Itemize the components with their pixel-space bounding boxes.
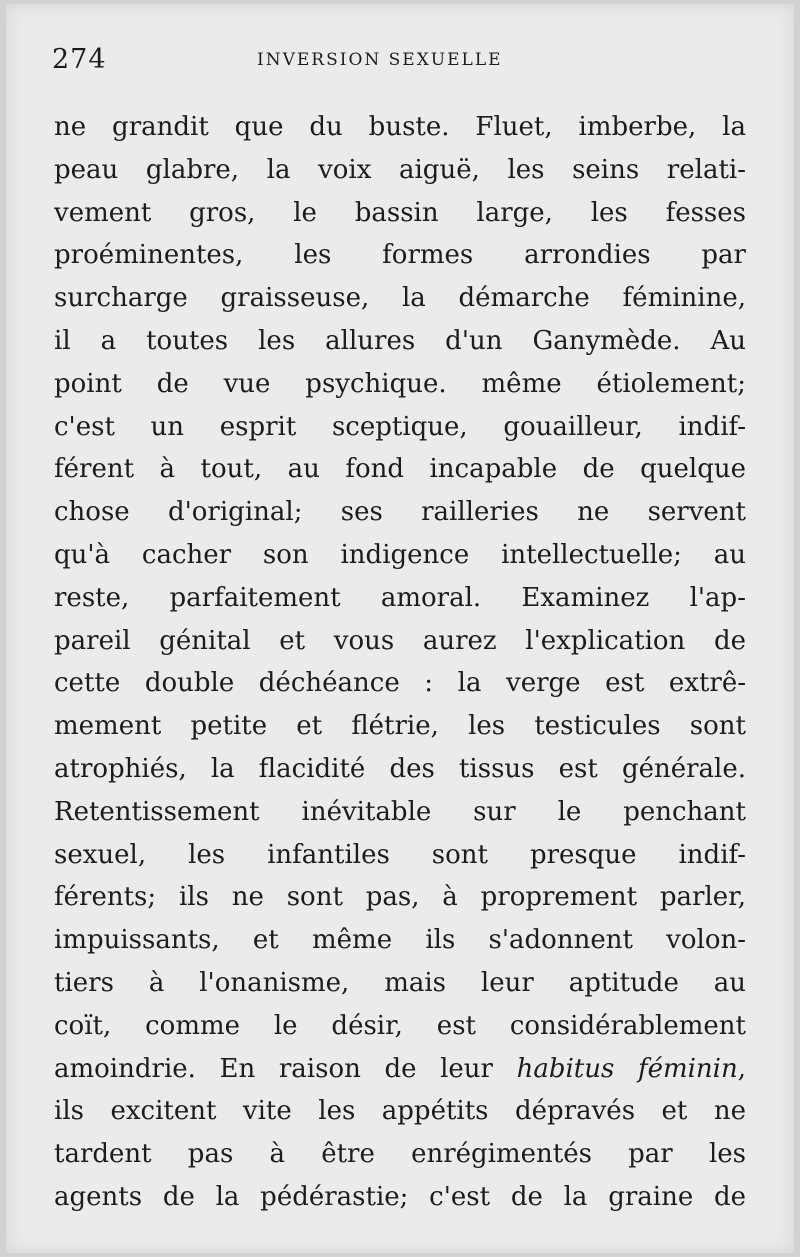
text-line: qu'à cacher son indigence intellectuelle; au — [54, 539, 746, 570]
text-line: ne grandit que du buste. Fluet, imberbe, la — [54, 112, 746, 142]
italic-term: habitus féminin — [516, 1053, 738, 1084]
text-line: agents de la pédérastie; c'est de la graine de — [54, 1181, 746, 1212]
text-fragment: , — [737, 1053, 746, 1084]
text-line: férents; ils ne sont pas, à proprement parler, — [54, 882, 746, 913]
text-line: tardent pas à être enrégimentés par les — [54, 1139, 746, 1170]
text-line: sexuel, les infantiles sont presque indif- — [54, 839, 746, 870]
text-line: surcharge graisseuse, la démarche féminine, — [54, 283, 746, 314]
text-line: c'est un esprit sceptique, gouailleur, indif- — [54, 411, 746, 442]
book-page — [6, 4, 794, 1253]
text-line: tiers à l'onanisme, mais leur aptitude au — [54, 967, 746, 998]
text-line: point de vue psychique. même étiolement; — [54, 368, 746, 399]
text-line: pareil génital et vous aurez l'explication de — [54, 625, 746, 656]
text-line: cette double déchéance : la verge est extrê- — [54, 668, 746, 699]
body-text — [54, 106, 746, 1219]
text-line: mement petite et flétrie, les testicules sont — [54, 711, 746, 742]
text-line: coït, comme le désir, est considérablement — [54, 1010, 746, 1041]
text-line: chose d'original; ses railleries ne servent — [54, 497, 746, 528]
text-line: vement gros, le bassin large, les fesses — [54, 197, 746, 228]
running-head: INVERSION SEXUELLE — [257, 50, 503, 70]
text-line: peau glabre, la voix aiguë, les seins relati- — [54, 154, 746, 185]
text-line: impuissants, et même ils s'adonnent volon- — [54, 925, 746, 956]
page-header — [52, 44, 748, 84]
text-line: reste, parfaitement amoral. Examinez l'ap- — [54, 582, 746, 613]
text-line: il a toutes les allures d'un Ganymède. Au — [54, 325, 746, 356]
text-line-with-italic — [54, 1048, 746, 1091]
text-line: ils excitent vite les appétits dépravés et ne — [54, 1096, 746, 1127]
text-fragment: amoindrie. En raison de leur — [54, 1053, 517, 1084]
text-line: proéminentes, les formes arrondies par — [54, 240, 746, 271]
text-line: atrophiés, la flacidité des tissus est générale. — [54, 753, 746, 784]
text-line: Retentissement inévitable sur le penchant — [54, 796, 746, 827]
text-line: férent à tout, au fond incapable de quelque — [54, 454, 746, 485]
page-number: 274 — [52, 44, 107, 75]
